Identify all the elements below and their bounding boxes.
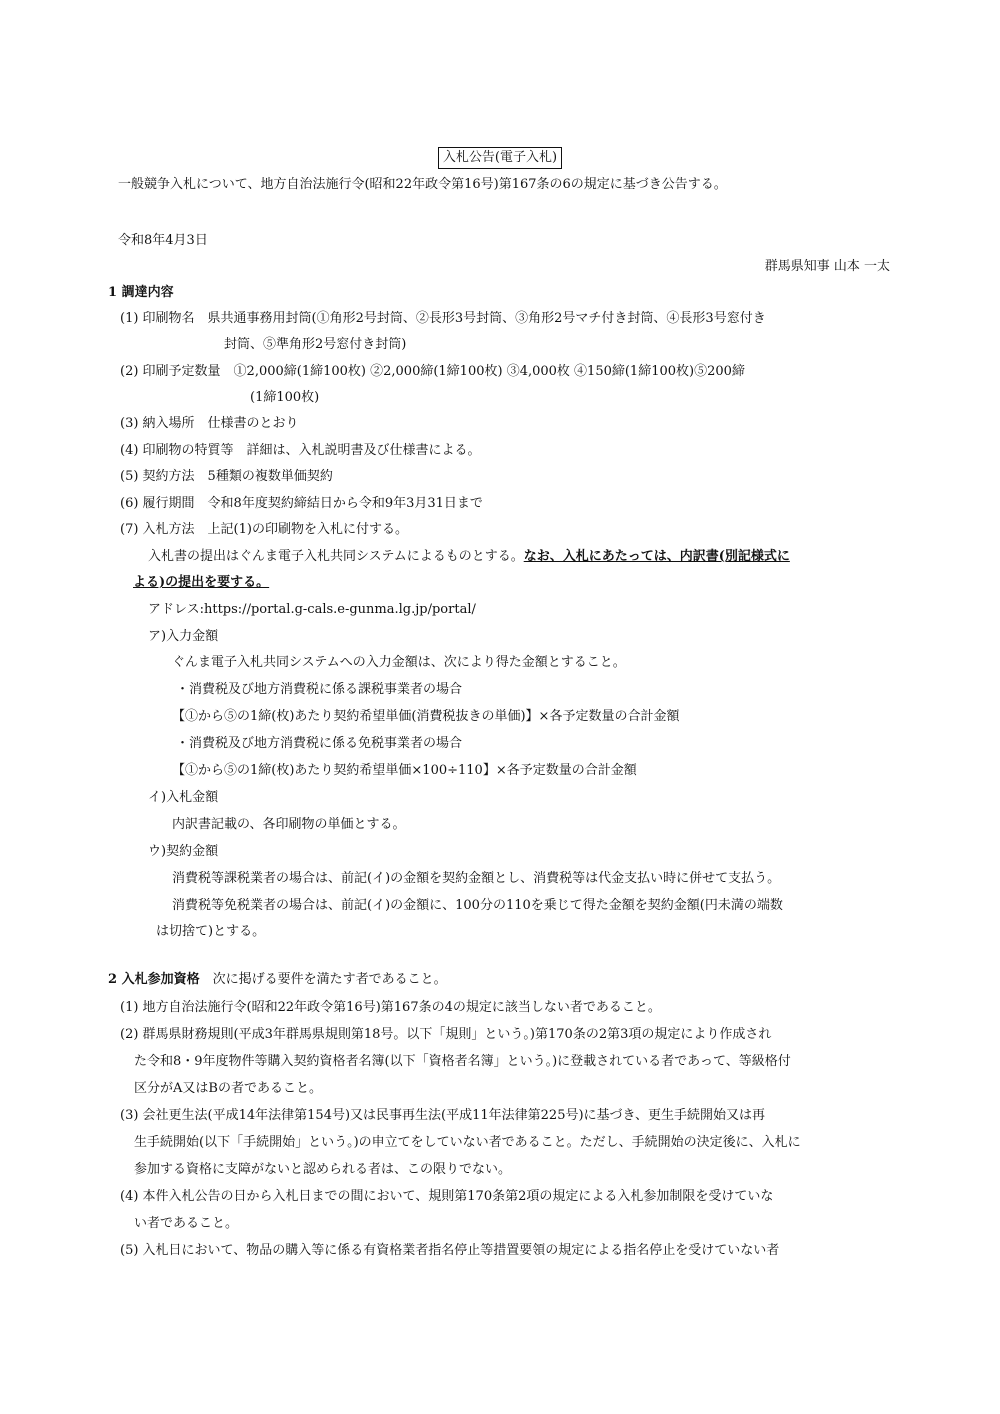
- s1-item-5: (5) 契約方法 5種類の複数単価契約: [120, 469, 333, 484]
- subheading-a: ア)入力金額: [148, 629, 219, 644]
- s2-item-4-cont: い者であること。: [134, 1216, 239, 1231]
- section-2-heading-bold: 2 入札参加資格: [108, 972, 200, 987]
- s2-item-1: (1) 地方自治法施行令(昭和22年政令第16号)第167条の4の規定に該当しない者であること。: [120, 1000, 661, 1015]
- subheading-c: ウ)契約金額: [148, 844, 219, 859]
- s1-item-3: (3) 納入場所 仕様書のとおり: [120, 416, 299, 431]
- s1-item-4: (4) 印刷物の特質等 詳細は、入札説明書及び仕様書による。: [120, 443, 481, 458]
- s1-item-7: (7) 入札方法 上記(1)の印刷物を入札に付する。: [120, 522, 408, 537]
- bid-submission-plain: 入札書の提出はぐんま電子入札共同システムによるものとする。: [148, 549, 524, 564]
- section-2-heading-rest: 次に掲げる要件を満たす者であること。: [199, 972, 447, 987]
- issuer-name: 群馬県知事 山本 一太: [764, 259, 890, 274]
- c-text-2: 消費税等免税業者の場合は、前記(イ)の金額に、100分の110を乗じて得た金額を契約金額(円未満の端数: [172, 898, 783, 913]
- a-text-5: 【①から⑤の1締(枚)あたり契約希望単価×100÷110】×各予定数量の合計金額: [172, 763, 637, 778]
- section-2-heading: [108, 967, 447, 993]
- s1-item-1-cont: 封筒、⑤準角形2号窓付き封筒): [224, 337, 407, 352]
- c-text-1: 消費税等課税業者の場合は、前記(イ)の金額を契約金額とし、消費税等は代金支払い時に併せて支払う。: [172, 871, 781, 886]
- a-text-1: ぐんま電子入札共同システムへの入力金額は、次により得た金額とすること。: [172, 655, 626, 670]
- bid-submission-underlined-cont: よる)の提出を要する。: [133, 575, 270, 590]
- document-title: 入札公告(電子入札): [438, 147, 562, 169]
- a-text-3: 【①から⑤の1締(枚)あたり契約希望単価(消費税抜きの単価)】×各予定数量の合計金額: [172, 709, 680, 724]
- s2-item-3-cont-1: 生手続開始(以下「手続開始」という。)の申立てをしていない者であること。ただし、手続開始の決定後に、入札に: [134, 1135, 801, 1150]
- s1-item-2: (2) 印刷予定数量 ①2,000締(1締100枚) ②2,000締(1締100枚) ③4,000枚 ④150締(1締100枚)⑤200締: [120, 364, 745, 379]
- s2-item-3-cont-2: 参加する資格に支障がないと認められる者は、この限りでない。: [134, 1162, 512, 1177]
- subheading-b: イ)入札金額: [148, 790, 219, 805]
- a-text-2: ・消費税及び地方消費税に係る課税事業者の場合: [176, 682, 463, 697]
- notice-date: 令和8年4月3日: [118, 233, 208, 248]
- bid-submission-text: [148, 544, 790, 570]
- s2-item-5: (5) 入札日において、物品の購入等に係る有資格業者指名停止等措置要領の規定による指名停止を受けていない者: [120, 1243, 780, 1258]
- section-1-heading: 1 調達内容: [108, 285, 174, 300]
- s1-item-1: (1) 印刷物名 県共通事務用封筒(①角形2号封筒、②長形3号封筒、③角形2号マチ付き封筒、④長形3号窓付き: [120, 311, 766, 326]
- intro-text: 一般競争入札について、地方自治法施行令(昭和22年政令第16号)第167条の6の規定に基づき公告する。: [118, 177, 727, 192]
- s2-item-3: (3) 会社更生法(平成14年法律第154号)又は民事再生法(平成11年法律第225号)に基づき、更生手続開始又は再: [120, 1108, 766, 1123]
- s2-item-2: (2) 群馬県財務規則(平成3年群馬県規則第18号。以下「規則」という。)第170条の2第3項の規定により作成され: [120, 1027, 772, 1042]
- s2-item-2-cont-2: 区分がA又はBの者であること。: [134, 1081, 322, 1096]
- c-text-2-cont: は切捨て)とする。: [156, 924, 266, 939]
- s1-item-2-cont: (1締100枚): [250, 390, 320, 405]
- s2-item-2-cont-1: た令和8・9年度物件等購入契約資格者名簿(以下「資格者名簿」という。)に登載されている者であって、等級格付: [134, 1054, 791, 1069]
- s1-item-6: (6) 履行期間 令和8年度契約締結日から令和9年3月31日まで: [120, 496, 483, 511]
- bid-submission-underlined: なお、入札にあたっては、内訳書(別記様式に: [523, 549, 790, 564]
- portal-address: アドレス:https://portal.g-cals.e-gunma.lg.jp/portal/: [148, 602, 476, 617]
- a-text-4: ・消費税及び地方消費税に係る免税事業者の場合: [176, 736, 463, 751]
- title-wrap: [0, 145, 1000, 171]
- s2-item-4: (4) 本件入札公告の日から入札日までの間において、規則第170条第2項の規定による入札参加制限を受けていな: [120, 1189, 774, 1204]
- b-text-1: 内訳書記載の、各印刷物の単価とする。: [172, 817, 406, 832]
